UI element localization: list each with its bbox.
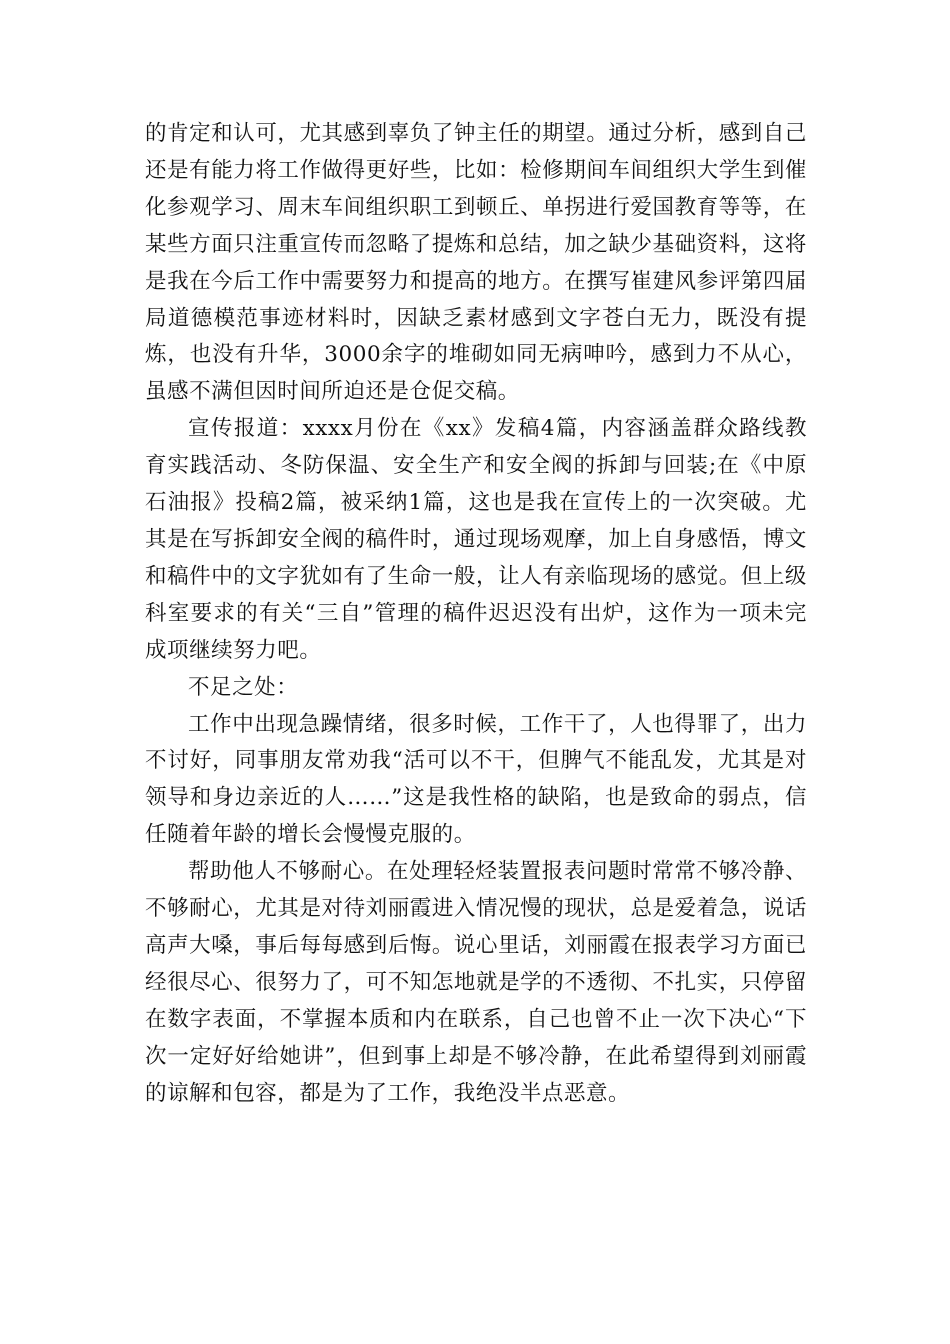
- paragraph-helping-others: 帮助他人不够耐心。在处理轻烃装置报表问题时常常不够冷静、不够耐心，尤其是对待刘丽霞进入情况慢的现状，总是爱着急，说话高声大嗓，事后每每感到后悔。说心里话，刘丽霞在报表学习方面已经很尽心、很努力了，可不知怎地就是学的不透彻、不扎实，只停留在数字表面，不掌握本质和内在联系，自己也曾不止一次下决心“下次一定好好给她讲”，但到事上却是不够冷静，在此希望得到刘丽霞的谅解和包容，都是为了工作，我绝没半点恶意。: [145, 859, 807, 1106]
- document-body: [145, 116, 807, 1112]
- section-heading-shortcomings: 不足之处：: [188, 674, 299, 700]
- paragraph-continuation: 的肯定和认可，尤其感到辜负了钟主任的期望。通过分析，感到自己还是有能力将工作做得更好些，比如：检修期间车间组织大学生到催化参观学习、周末车间组织职工到顿丘、单拐进行爱国教育等等，在某些方面只注重宣传而忽略了提炼和总结，加之缺少基础资料，这将是我在今后工作中需要努力和提高的地方。在撰写崔建风参评第四届局道德模范事迹材料时，因缺乏素材感到文字苍白无力，既没有提炼，也没有升华，3000余字的堆砌如同无病呻吟，感到力不从心，虽感不满但因时间所迫还是仓促交稿。: [145, 121, 807, 405]
- paragraph-impatience-at-work: 工作中出现急躁情绪，很多时候，工作干了，人也得罪了，出力不讨好，同事朋友常劝我“活可以不干，但脾气不能乱发，尤其是对领导和身边亲近的人……”这是我性格的缺陷，也是致命的弱点，信任随着年龄的增长会慢慢克服的。: [145, 711, 807, 848]
- paragraph-publicity-report: 宣传报道：xxxx月份在《xx》发稿4篇，内容涵盖群众路线教育实践活动、冬防保温、安全生产和安全阀的拆卸与回装;在《中原石油报》投稿2篇，被采纳1篇，这也是我在宣传上的一次突破。尤其是在写拆卸安全阀的稿件时，通过现场观摩，加上自身感悟，博文和稿件中的文字犹如有了生命一般，让人有亲临现场的感觉。但上级科室要求的有关“三自”管理的稿件迟迟没有出炉，这作为一项未完成项继续努力吧。: [145, 416, 807, 663]
